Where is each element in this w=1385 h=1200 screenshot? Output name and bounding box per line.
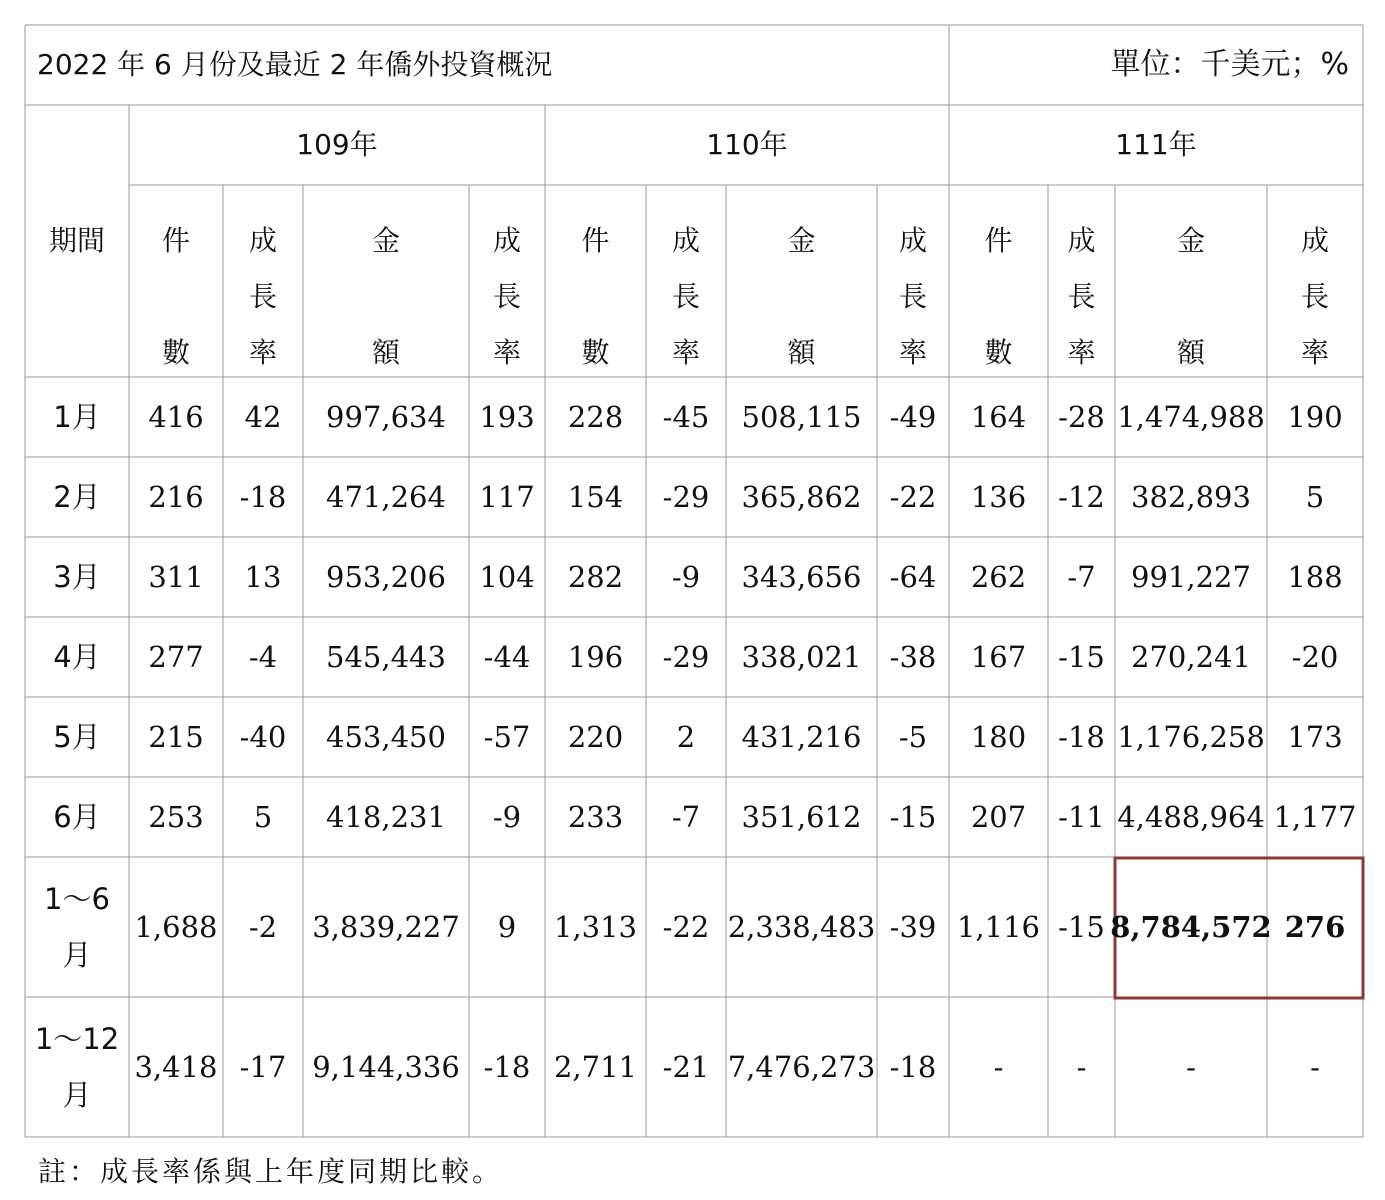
table-cell: -7 — [671, 799, 701, 834]
column-header-char: 數 — [984, 336, 1013, 369]
period-label — [25, 857, 129, 997]
table-cell: -44 — [483, 639, 531, 674]
table-cell: -7 — [1067, 559, 1096, 594]
table-cell: 2,338,483 — [727, 909, 876, 944]
table-cell: 1,688 — [134, 909, 218, 944]
column-header-char: 數 — [161, 336, 190, 369]
column-header-char: 長 — [492, 280, 521, 313]
table-cell: 471,264 — [326, 479, 446, 514]
table-cell: 167 — [970, 639, 1027, 674]
table-cell: -29 — [662, 479, 710, 514]
period-label-text: 月 — [62, 1078, 92, 1112]
column-header-char: 率 — [492, 336, 521, 369]
table-cell: -57 — [483, 719, 531, 754]
table-cell: -15 — [1058, 639, 1105, 674]
table-cell: -22 — [889, 479, 937, 514]
footnote: 註：成長率係與上年度同期比較。 — [38, 1155, 504, 1188]
table-cell: -15 — [1058, 909, 1105, 944]
table-cell: 418,231 — [326, 799, 446, 834]
table-cell: 154 — [567, 479, 624, 514]
table-cell: -18 — [1058, 719, 1105, 754]
table-cell: 1,474,988 — [1117, 399, 1265, 434]
column-header-char: 率 — [248, 336, 277, 369]
table-cell: - — [1186, 1049, 1196, 1084]
column-header-char: 額 — [1176, 336, 1205, 369]
table-cell: 508,115 — [741, 399, 862, 434]
table-cell: -64 — [889, 559, 937, 594]
table-cell: 164 — [970, 399, 1027, 434]
table-cell: 545,443 — [326, 639, 446, 674]
table-cell: 991,227 — [1131, 559, 1251, 594]
table-cell: -18 — [239, 479, 287, 514]
table-cell: 196 — [567, 639, 624, 674]
page-title: 2022 年 6 月份及最近 2 年僑外投資概況 — [37, 48, 553, 81]
period-label — [25, 997, 129, 1137]
table-cell: -5 — [898, 719, 928, 754]
period-label-text: 4月 — [53, 640, 101, 674]
table-cell: 7,476,273 — [727, 1049, 876, 1084]
table-cell: 1,177 — [1273, 799, 1357, 834]
unit-label: 單位：千美元；% — [1110, 47, 1349, 82]
table-cell: 2 — [676, 719, 696, 754]
table-cell: 2,711 — [553, 1049, 638, 1084]
table-cell: 193 — [479, 399, 535, 434]
table-cell: 173 — [1287, 719, 1343, 754]
period-label — [25, 777, 129, 857]
table-cell: 453,450 — [326, 719, 446, 754]
table-cell: 253 — [148, 799, 204, 834]
table-cell: 311 — [148, 559, 204, 594]
column-header-char: 額 — [371, 336, 400, 369]
period-label-text: 月 — [62, 938, 92, 972]
table-cell: 431,216 — [741, 719, 862, 754]
table-cell: 1,313 — [553, 909, 638, 944]
table-cell: 382,893 — [1131, 479, 1251, 514]
table-cell: -15 — [889, 799, 937, 834]
table-cell: 351,612 — [741, 799, 862, 834]
period-label — [25, 457, 129, 537]
column-header-char: 長 — [1300, 280, 1329, 313]
table-cell: - — [1076, 1049, 1087, 1084]
period-label-text: 5月 — [53, 720, 101, 754]
table-cell: -45 — [662, 399, 710, 434]
table-cell: 9,144,336 — [312, 1049, 460, 1084]
table-cell: -12 — [1058, 479, 1105, 514]
column-header-char: 金 — [787, 224, 816, 257]
column-header-char: 長 — [1067, 280, 1096, 313]
column-header-char: 成 — [1067, 224, 1096, 257]
column-header-char: 額 — [787, 336, 816, 369]
table-cell: 277 — [148, 639, 204, 674]
table-cell: -4 — [248, 639, 278, 674]
table-cell: 215 — [148, 719, 204, 754]
column-header — [726, 185, 877, 377]
table-cell: -11 — [1058, 799, 1105, 834]
table-cell: 1,176,258 — [1117, 719, 1265, 754]
column-header-char: 長 — [898, 280, 927, 313]
column-header — [949, 185, 1048, 377]
column-header — [1267, 185, 1363, 377]
table-cell: 188 — [1287, 559, 1343, 594]
table-cell: 3,418 — [134, 1049, 218, 1084]
period-label — [25, 617, 129, 697]
table-cell: 190 — [1287, 399, 1343, 434]
table-cell: 207 — [970, 799, 1027, 834]
table-cell: -40 — [239, 719, 287, 754]
table-cell: 228 — [567, 399, 624, 434]
column-header-char: 率 — [671, 336, 700, 369]
column-header — [1048, 185, 1115, 377]
table-cell: -2 — [248, 909, 278, 944]
column-header-char: 長 — [671, 280, 700, 313]
column-header-char: 件 — [984, 224, 1013, 257]
table-cell: 220 — [567, 719, 624, 754]
period-label — [25, 697, 129, 777]
column-header — [646, 185, 726, 377]
table-cell: -18 — [483, 1049, 531, 1084]
table-cell: 104 — [479, 559, 535, 594]
table-cell: 270,241 — [1131, 639, 1251, 674]
column-header-char: 成 — [1300, 224, 1329, 257]
table-cell: 42 — [244, 399, 282, 434]
column-header — [129, 185, 223, 377]
column-header — [1115, 185, 1267, 377]
column-header-char: 成 — [248, 224, 277, 257]
period-label — [25, 537, 129, 617]
column-header — [469, 185, 545, 377]
table-cell: - — [1310, 1049, 1320, 1084]
table-cell: 3,839,227 — [312, 909, 460, 944]
table-cell: -38 — [889, 639, 937, 674]
table-cell: -28 — [1058, 399, 1105, 434]
table-cell: 9 — [497, 909, 517, 944]
column-header-char: 率 — [1067, 336, 1096, 369]
column-header-char: 率 — [1300, 336, 1329, 369]
period-label-text: 1月 — [53, 400, 101, 434]
column-header-char: 件 — [581, 224, 610, 257]
year-header: 111年 — [1115, 128, 1197, 161]
column-header — [545, 185, 646, 377]
table-cell: 4,488,964 — [1117, 799, 1265, 834]
table-cell: 276 — [1284, 909, 1346, 944]
column-header-char: 率 — [898, 336, 927, 369]
table-cell: 117 — [479, 479, 535, 514]
table-cell: -17 — [239, 1049, 287, 1084]
table-cell: 180 — [970, 719, 1027, 754]
table-cell: 338,021 — [741, 639, 862, 674]
year-header: 110年 — [706, 128, 788, 161]
table-cell: -20 — [1291, 639, 1339, 674]
period-header: 期間 — [48, 224, 105, 257]
table-cell: 997,634 — [326, 399, 446, 434]
period-label-text: 2月 — [53, 480, 101, 514]
table-cell: - — [993, 1049, 1004, 1084]
column-header — [877, 185, 949, 377]
period-label-text: 1～6 — [44, 882, 110, 916]
table-cell: 282 — [567, 559, 624, 594]
table-cell: 216 — [148, 479, 204, 514]
period-label-text: 6月 — [53, 800, 101, 834]
column-header-char: 成 — [898, 224, 927, 257]
table-cell: -29 — [662, 639, 710, 674]
table-cell: 343,656 — [741, 559, 862, 594]
table-cell: 5 — [253, 799, 273, 834]
table-cell: 13 — [244, 559, 282, 594]
column-header-char: 成 — [671, 224, 700, 257]
column-header — [303, 185, 469, 377]
table-cell: 8,784,572 — [1110, 909, 1272, 944]
period-label-text: 3月 — [53, 560, 101, 594]
column-header-char: 長 — [248, 280, 277, 313]
column-header-char: 金 — [1176, 224, 1205, 257]
table-cell: 5 — [1305, 479, 1325, 514]
table-cell: -39 — [889, 909, 937, 944]
period-label — [25, 377, 129, 457]
table-cell: -9 — [671, 559, 701, 594]
period-label-text: 1～12 — [34, 1022, 120, 1056]
table-cell: 233 — [567, 799, 624, 834]
table-cell: 136 — [970, 479, 1027, 514]
column-header-char: 件 — [161, 224, 190, 257]
table-cell: -49 — [889, 399, 937, 434]
year-header: 109年 — [296, 128, 378, 161]
column-header-char: 數 — [581, 336, 610, 369]
table-cell: -18 — [889, 1049, 937, 1084]
table-cell: -9 — [492, 799, 522, 834]
column-header-char: 金 — [371, 224, 400, 257]
table-cell: 953,206 — [326, 559, 446, 594]
column-header-char: 成 — [492, 224, 521, 257]
table-cell: -22 — [662, 909, 710, 944]
table-cell: 365,862 — [741, 479, 862, 514]
table-cell: 262 — [970, 559, 1027, 594]
table-cell: -21 — [662, 1049, 710, 1084]
table-cell: 416 — [148, 399, 204, 434]
column-header — [223, 185, 303, 377]
table-cell: 1,116 — [956, 909, 1041, 944]
